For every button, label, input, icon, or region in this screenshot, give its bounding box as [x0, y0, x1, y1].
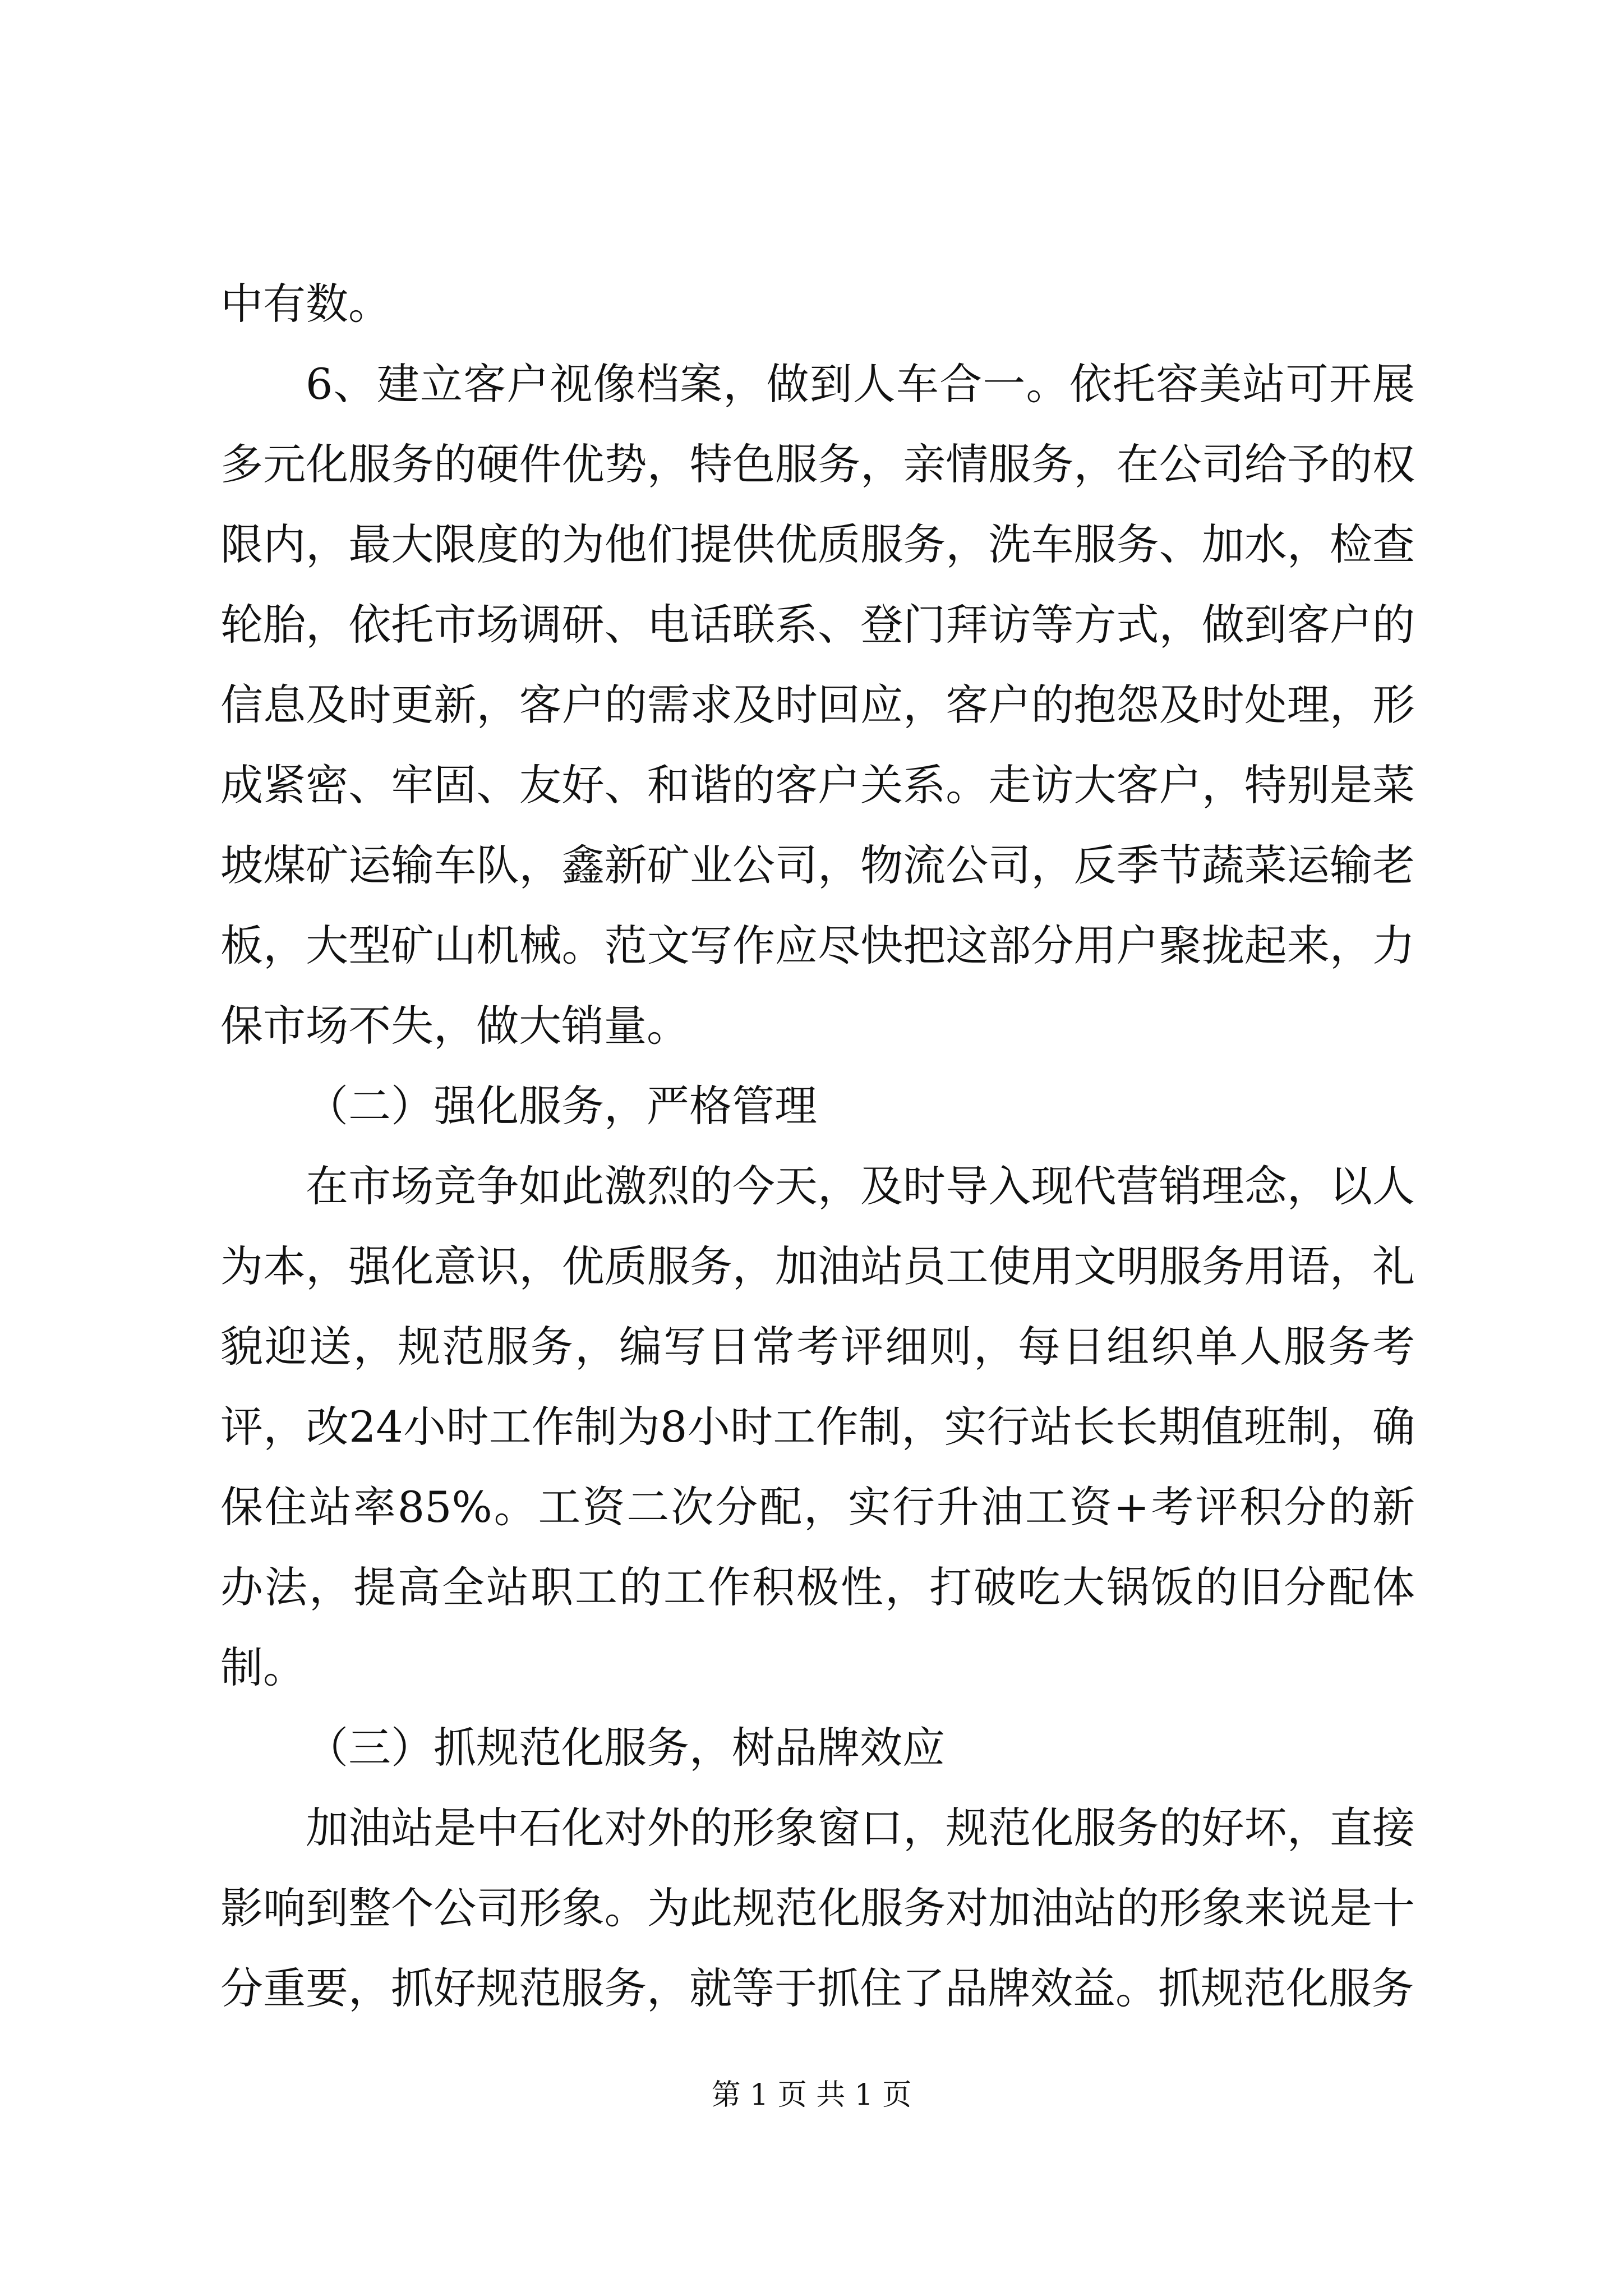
section-heading-2: （二）强化服务，严格管理 [306, 1081, 817, 1131]
paragraph-item-6: 6、建立客户视像档案，做到人车合一。依托容美站可开展多元化服务的硬件优势，特色服务，亲情服务，在公司给予的权限内，最大限度的为他们提供优质服务，洗车服务、加水，检查轮胎，依托市场调研、电话联系、登门拜访等方式，做到客户的信息及时更新，客户的需求及时回应，客户的抱怨及时处理，形成紧密、牢固、友好、和谐的客户关系。走访大客户，特别是菜坡煤矿运输车队，鑫新矿业公司，物流公司，反季节蔬菜运输老板，大型矿山机械。范文写作应尽快把这部分用户聚拢起来，力保市场不失，做大销量。 [220, 359, 1415, 1051]
section-heading-3: （三）抓规范化服务，树品牌效应 [306, 1723, 945, 1773]
paragraph-brand-effect: 加油站是中石化对外的形象窗口，规范化服务的好坏，直接影响到整个公司形象。为此规范化服务对加油站的形象来说是十分重要，抓好规范服务，就等于抓住了品牌效益。抓规范化服务 [220, 1803, 1415, 2013]
paragraph-continuation: 中有数。 [220, 279, 391, 329]
page-number-footer: 第 1 页 共 1 页 [711, 2078, 912, 2112]
document-body [220, 264, 1415, 2028]
paragraph-service-management: 在市场竞争如此激烈的今天，及时导入现代营销理念，以人为本，强化意识，优质服务，加油站员工使用文明服务用语，礼貌迎送，规范服务，编写日常考评细则，每日组织单人服务考评，改24小时工作制为8小时工作制，实行站长长期值班制，确保住站率85%。工资二次分配，实行升油工资+考评积分的新办法，提高全站职工的工作积极性，打破吃大锅饭的旧分配体制。 [220, 1161, 1415, 1692]
